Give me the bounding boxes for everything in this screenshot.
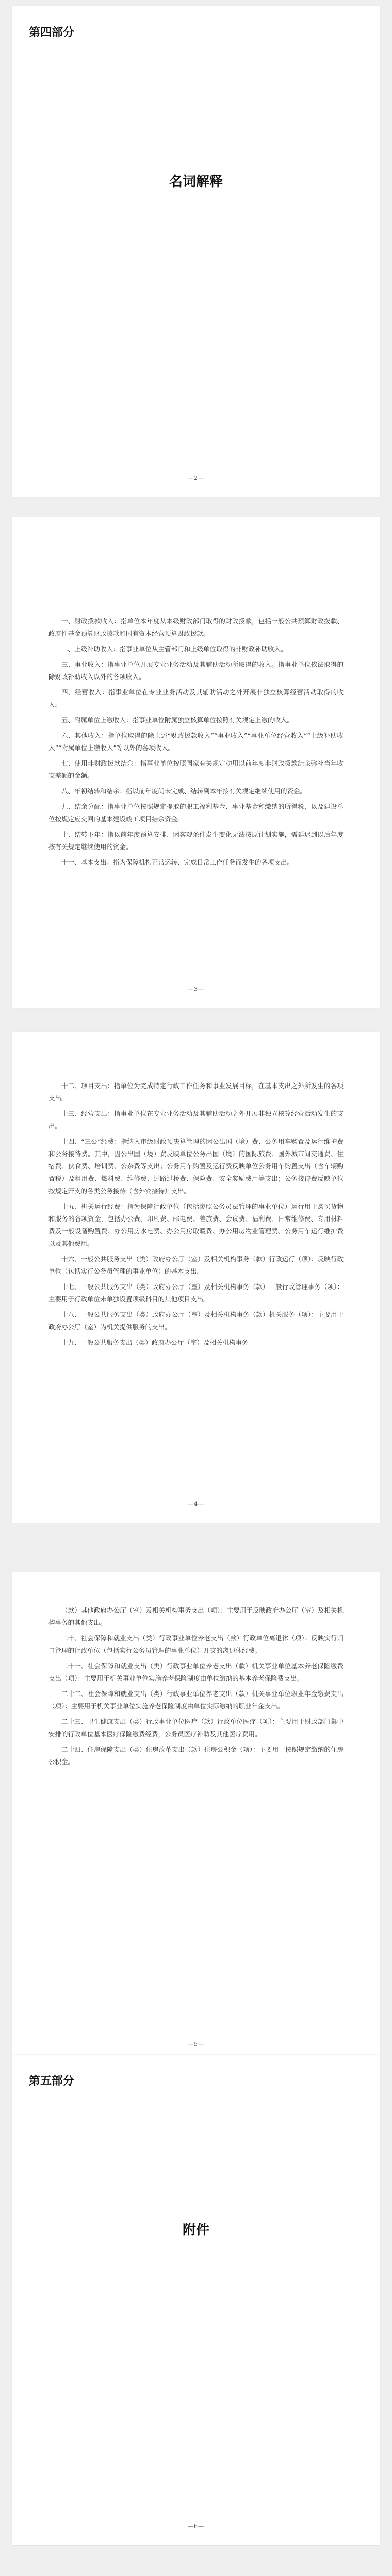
section-label: 第五部分 (29, 2075, 75, 2088)
glossary-paragraph: 八、年初结转和结余：指以前年度尚未完成、结转到本年按有关规定继续使用的资金。 (61, 787, 307, 795)
glossary-paragraph: 十九、一般公共服务支出（类）政府办公厅（室）及相关机构事务 (61, 1338, 249, 1346)
glossary-paragraph: 十四、“三公”经费：指纳入市级财政预决算管理的因公出国（境）费、公务用车购置及运行维护费和公务接待费。其中，因公出国（境）费反映单位公务出国（境）的国际旅费、国外城市间交通费、住宿费、伙食费、培训费、公杂费等支出；公务用车购置及运行费反映单位公务用车购置支出（含车辆购置税）及租用费、燃料费、维修费、过路过桥费、保险费、安全奖励费用等支出；公务接待费反映单位按规定开支的各类公务接待（含外宾接待）支出。 (48, 1138, 344, 1195)
glossary-paragraph: 二十三、卫生健康支出（类）行政事业单位医疗（款）行政单位医疗（项）：主要用于财政部门集中安排的行政单位基本医疗保险缴费经费，公务员医疗补助及其他医疗费用。 (48, 1718, 344, 1738)
page-5 (12, 2055, 380, 2545)
glossary-paragraph: 十一、基本支出：指为保障机构正常运转、完成日常工作任务而发生的各项支出。 (61, 858, 294, 866)
page-4 (12, 1572, 380, 2063)
glossary-paragraph: 十二、项目支出：指单位为完成特定行政工作任务和事业发展目标，在基本支出之外所发生的各项支出。 (48, 1082, 344, 1102)
page-number: —5— (188, 2041, 204, 2047)
glossary-paragraph: 六、其他收入：指单位取得的除上述“财政拨款收入”“事业收入”“事业单位经营收入”“上级补助收入”“附属单位上缴收入”等以外的各项收入。 (48, 732, 344, 752)
glossary-text (48, 615, 344, 872)
glossary-paragraph: 二十四、住房保障支出（类）住房改革支出（款）住房公积金（项）：主要用于按照规定缴纳的住房公积金。 (48, 1745, 344, 1766)
glossary-paragraph: 十三、经营支出：指事业单位在专业业务活动及其辅助活动之外开展非独立核算经营活动发生的支出。 (48, 1110, 344, 1130)
page-2 (12, 517, 380, 1008)
section-title: 名词解释 (169, 174, 223, 190)
glossary-paragraph: 二、上级补助收入：指事业单位从主管部门和上级单位取得的非财政补助收入。 (61, 645, 287, 653)
glossary-paragraph: 十五、机关运行经费：指为保障行政单位（包括参照公务员法管理的事业单位）运行用于购买货物和服务的各项资金，包括办公费、印刷费、邮电费、差旅费、会议费、福利费、日常维修费、专用材料费及一般设备购置费、办公用房水电费、办公用房取暖费、办公用房物业管理费、公务用车运行维护费以及其他费用。 (48, 1202, 344, 1247)
section-label: 第四部分 (29, 26, 75, 39)
page-number: —3— (188, 986, 204, 992)
page-3 (12, 1032, 380, 1523)
glossary-paragraph: 二十二、社会保障和就业支出（类）行政事业单位养老支出（款）机关事业单位职业年金缴费支出（项）：主要用于机关事业单位实施养老保险制度由单位实际缴纳的职业年金支出。 (48, 1690, 344, 1710)
glossary-text (48, 1080, 344, 1352)
glossary-paragraph: 二十、社会保障和就业支出（类）行政事业单位养老支出（款）行政单位离退休（项）：反映实行归口管理的行政单位（包括实行公务员管理的事业单位）开支的离退休经费。 (48, 1634, 344, 1654)
page-1 (12, 6, 380, 497)
glossary-paragraph: 九、结余分配：指事业单位按照规定提取的职工福利基金、事业基金和缴纳的所得税，以及建设单位按规定应交回的基本建设竣工项目结余资金。 (48, 803, 344, 823)
page-number: —2— (188, 474, 204, 481)
glossary-paragraph: 三、事业收入：指事业单位开展专业业务活动及其辅助活动所取得的收入。指事业单位依法取得的除财政补助收入以外的各项收入。 (48, 660, 344, 681)
glossary-text (48, 1604, 344, 1771)
glossary-paragraph: （款）其他政府办公厅（室）及相关机构事务支出（项）：主要用于反映政府办公厅（室）及相关机构事务的其他支出。 (48, 1606, 344, 1626)
glossary-paragraph: 四、经营收入：指事业单位在专业业务活动及其辅助活动之外开展非独立核算经营活动取得的收入。 (48, 688, 344, 708)
page-number: —4— (188, 1501, 204, 1507)
glossary-paragraph: 十七、一般公共服务支出（类）政府办公厅（室）及相关机构事务（款）一般行政管理事务（项）：主要用于行政单位未单独设置项级科目的其他项目支出。 (48, 1283, 344, 1303)
glossary-paragraph: 十六、一般公共服务支出（类）政府办公厅（室）及相关机构事务（款）行政运行（项）：反映行政单位（包括实行公务员管理的事业单位）的基本支出。 (48, 1255, 344, 1275)
glossary-paragraph: 一、财政拨款收入：指单位本年度从本级财政部门取得的财政拨款，包括一般公共预算财政拨款、政府性基金预算财政拨款和国有资本经营预算财政拨款。 (48, 617, 344, 637)
glossary-paragraph: 五、附属单位上缴收入：指事业单位附属独立核算单位按照有关规定上缴的收入。 (61, 716, 294, 724)
glossary-paragraph: 十八、一般公共服务支出（类）政府办公厅（室）及相关机构事务（款）机关服务（项）：主要用于政府办公厅（室）为机关提供服务的支出。 (48, 1311, 344, 1331)
glossary-paragraph: 七、使用非财政拨款结余：指事业单位按照国家有关规定动用以前年度非财政拨款结余弥补当年收支差额的金额。 (48, 759, 344, 779)
page-number: —6— (188, 2523, 204, 2530)
glossary-paragraph: 十、结转下年：指以前年度预算安排、因客观条件发生变化无法按原计划实施，需延迟到以后年度按有关规定继续使用的资金。 (48, 831, 344, 851)
section-title: 附件 (182, 2223, 209, 2238)
glossary-paragraph: 二十一、社会保障和就业支出（类）行政事业单位养老支出（款）机关事业单位基本养老保险缴费支出（项）：主要用于机关事业单位实施养老保险制度由单位缴纳的基本养老保险费支出。 (48, 1662, 344, 1682)
